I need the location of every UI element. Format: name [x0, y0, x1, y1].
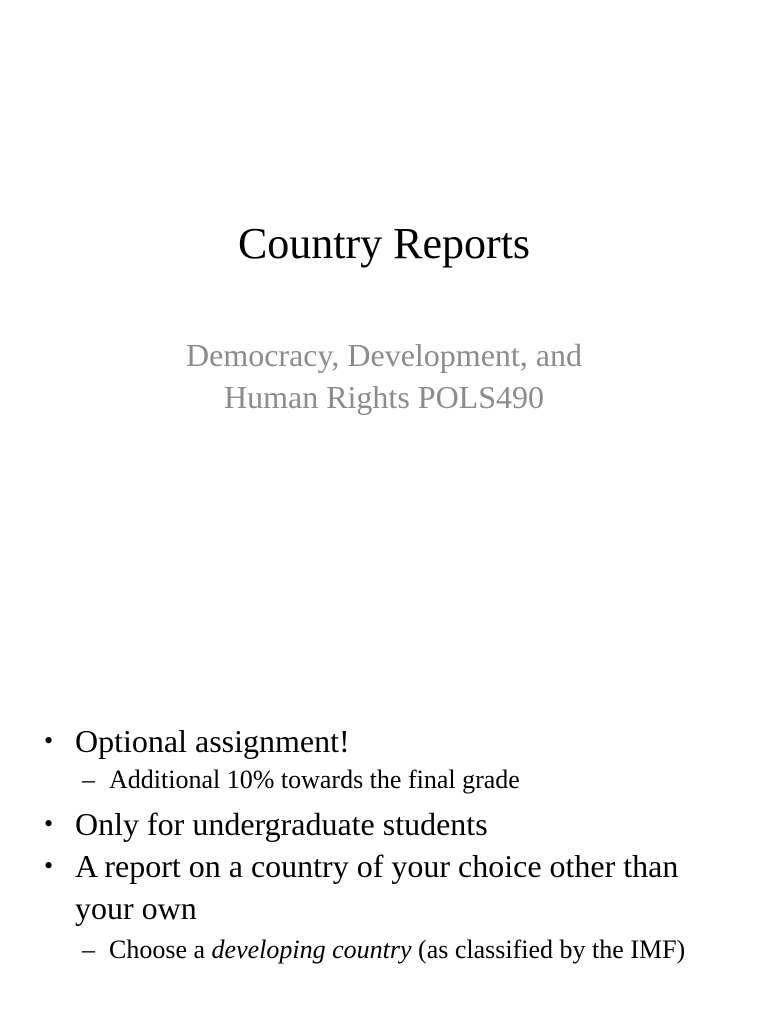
bullet-text: Optional assignment! [75, 723, 350, 759]
subbullet-emphasis: developing country [211, 935, 412, 964]
subbullet-text-pre: Choose a [109, 935, 212, 964]
subbullet-additional-credit [44, 762, 744, 798]
subbullet-text: Additional 10% towards the final grade [109, 765, 520, 794]
subtitle-line-1: Democracy, Development, and [186, 337, 582, 373]
bullet-optional-assignment [44, 720, 744, 762]
dash-icon: – [82, 765, 95, 794]
slide-subtitle [0, 334, 768, 418]
slide-title: Country Reports [237, 219, 531, 268]
bullet-text: A report on a country of your choice other than your own [75, 848, 679, 926]
bullet-country-report [44, 845, 744, 929]
bullet-dot-icon: • [44, 809, 54, 838]
subtitle-line-2: Human Rights POLS490 [223, 379, 545, 415]
bullet-text: Only for undergraduate students [75, 806, 488, 842]
bullet-dot-icon: • [44, 726, 54, 755]
bullet-undergraduate-only [44, 803, 744, 845]
subbullet-text-post: (as classified by the IMF) [411, 935, 686, 964]
content-slide [0, 512, 768, 1024]
bullet-dot-icon: • [44, 851, 54, 880]
bullet-list [44, 720, 744, 973]
subbullet-developing-country [44, 932, 744, 968]
dash-icon: – [82, 935, 95, 964]
